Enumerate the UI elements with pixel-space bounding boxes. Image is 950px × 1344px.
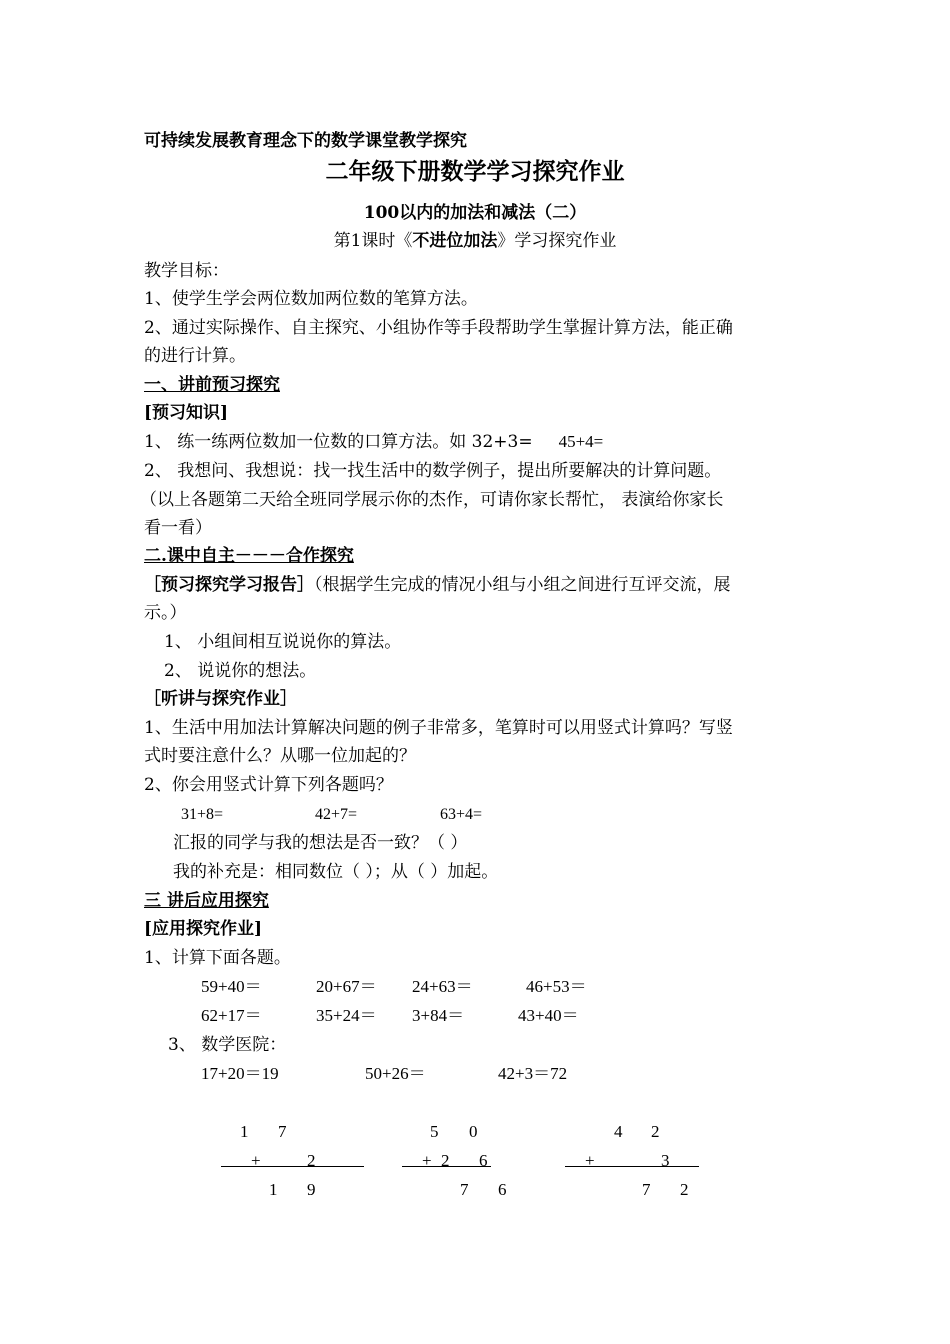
v1-line — [221, 1166, 364, 1167]
objective-1: 1、使学生学会两位数加两位数的笔算方法。 — [144, 289, 478, 309]
homework-1b: 式时要注意什么？从哪一位加起的？ — [144, 746, 416, 766]
calc-r1-c1: 59+40＝ — [201, 977, 262, 996]
v2-add-tens: 2 — [441, 1151, 450, 1170]
section3-heading: 三 讲后应用探究 — [144, 891, 269, 911]
report-item-2: 2、 说说你的想法。 — [164, 661, 317, 681]
calc-r2-c2: 35+24＝ — [316, 1006, 377, 1025]
v1-top-tens: 1 — [240, 1122, 249, 1141]
v2-result-ones: 6 — [498, 1180, 507, 1199]
lesson-prefix: 第1课时《 — [333, 231, 413, 251]
v3-result-tens: 7 — [642, 1180, 651, 1199]
section2-sub2: ［听讲与探究作业］ — [144, 689, 297, 709]
v3-top-ones: 2 — [651, 1122, 660, 1141]
objectives-heading: 教学目标： — [144, 261, 229, 281]
calc-r2-c3: 3+84＝ — [412, 1006, 465, 1025]
lesson-suffix: 》学习探究作业 — [497, 231, 617, 251]
v2-line — [402, 1166, 491, 1167]
section3-sub: [应用探究作业] — [144, 919, 263, 939]
v3-top-tens: 4 — [614, 1122, 623, 1141]
v2-top-ones: 0 — [469, 1122, 478, 1141]
v2-top-tens: 5 — [430, 1122, 439, 1141]
exercise-2: 42+7= — [315, 806, 358, 823]
v2-add-ones: 6 — [479, 1151, 488, 1170]
report-item-1: 1、 小组间相互说说你的算法。 — [164, 632, 402, 652]
exercise-3: 63+4= — [440, 806, 483, 823]
preview-q1-a: 1、 练一练两位数加一位数的口算方法。如 32+3= — [144, 432, 533, 452]
calc-r1-c4: 46+53＝ — [526, 977, 587, 996]
calc-r1-c2: 20+67＝ — [316, 977, 377, 996]
report-text: （根据学生完成的情况小组与小组之间进行互评交流，展 — [314, 575, 731, 595]
calc-r2-c4: 43+40＝ — [518, 1006, 579, 1025]
v1-result-ones: 9 — [307, 1180, 316, 1199]
v2-result-tens: 7 — [460, 1180, 469, 1199]
header-text: 可持续发展教育理念下的数学课堂教学探究 — [144, 131, 467, 151]
v3-plus: + — [585, 1151, 595, 1170]
v1-result-tens: 1 — [269, 1180, 278, 1199]
objective-2b: 的进行计算。 — [144, 346, 246, 366]
lesson-name: 不进位加法 — [412, 231, 498, 251]
preview-note-a: （以上各题第二天给全班同学展示你的杰作，可请你家长帮忙， 表演给你家长 — [140, 490, 724, 510]
v1-add-ones: 2 — [307, 1151, 316, 1170]
lesson-title — [0, 230, 950, 252]
calc-r1-c3: 24+63＝ — [412, 977, 473, 996]
v1-plus: + — [251, 1151, 261, 1170]
section2-heading: 二.课中自主－－－合作探究 — [144, 546, 354, 566]
calc-heading: 1、计算下面各题。 — [144, 948, 291, 968]
unit-title: 100以内的加法和减法（二） — [363, 203, 587, 223]
v3-line — [565, 1166, 699, 1167]
report-check: 汇报的同学与我的想法是否一致？（ ） — [173, 833, 468, 853]
hospital-3: 42+3＝72 — [498, 1064, 568, 1083]
preview-q1-b: 45+4= — [558, 432, 604, 451]
hospital-2: 50+26＝ — [365, 1064, 426, 1083]
homework-1a: 1、生活中用加法计算解决问题的例子非常多，笔算时可以用竖式计算吗？写竖 — [144, 718, 733, 738]
report-line — [144, 574, 731, 596]
supplement: 我的补充是：相同数位（ ）；从（ ）加起。 — [173, 862, 499, 882]
preview-q1 — [144, 431, 603, 453]
section1-sub: [预习知识] — [144, 403, 229, 423]
preview-note-b: 看一看） — [144, 518, 212, 538]
v3-result-ones: 2 — [680, 1180, 689, 1199]
hospital-1: 17+20＝19 — [201, 1064, 279, 1083]
math-hospital-heading: 3、 数学医院： — [168, 1035, 287, 1055]
report-text-b: 示。） — [144, 603, 187, 623]
calc-r2-c1: 62+17＝ — [201, 1006, 262, 1025]
report-label: ［预习探究学习报告］ — [144, 575, 314, 595]
v3-add-ones: 3 — [661, 1151, 670, 1170]
page-title: 二年级下册数学学习探究作业 — [325, 158, 625, 185]
v1-top-ones: 7 — [278, 1122, 287, 1141]
homework-2: 2、你会用竖式计算下列各题吗？ — [144, 775, 393, 795]
v2-plus: + — [422, 1151, 432, 1170]
preview-q2: 2、 我想问、我想说：找一找生活中的数学例子，提出所要解决的计算问题。 — [144, 461, 722, 481]
exercise-1: 31+8= — [181, 806, 224, 823]
section1-heading: 一、讲前预习探究 — [144, 375, 280, 395]
objective-2a: 2、通过实际操作、自主探究、小组协作等手段帮助学生掌握计算方法，能正确 — [144, 318, 733, 338]
